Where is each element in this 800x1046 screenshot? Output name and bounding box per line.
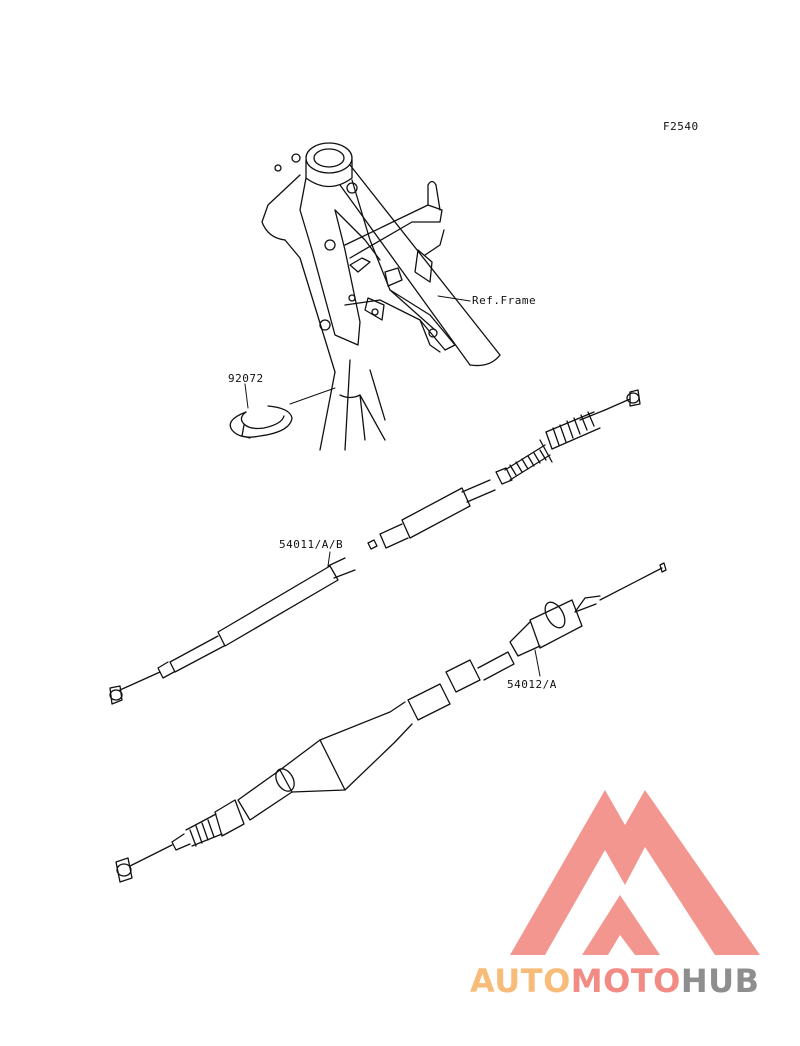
- cable-54011: [110, 390, 640, 704]
- watermark-text: [470, 962, 760, 1000]
- callout-54012: 54012/A: [507, 678, 557, 691]
- clamp-92072: [230, 406, 292, 438]
- callout-ref-frame: Ref.Frame: [472, 294, 537, 307]
- figure-id: F2540: [663, 120, 699, 133]
- watermark-moto: MOTO: [570, 962, 681, 1000]
- watermark-auto: AUTO: [470, 962, 571, 1000]
- callout-54011: 54011/A/B: [279, 538, 344, 551]
- watermark-hub: HUB: [680, 962, 760, 1000]
- frame-drawing: [262, 143, 500, 450]
- leader-lines: [245, 296, 540, 676]
- callout-92072: 92072: [228, 372, 264, 385]
